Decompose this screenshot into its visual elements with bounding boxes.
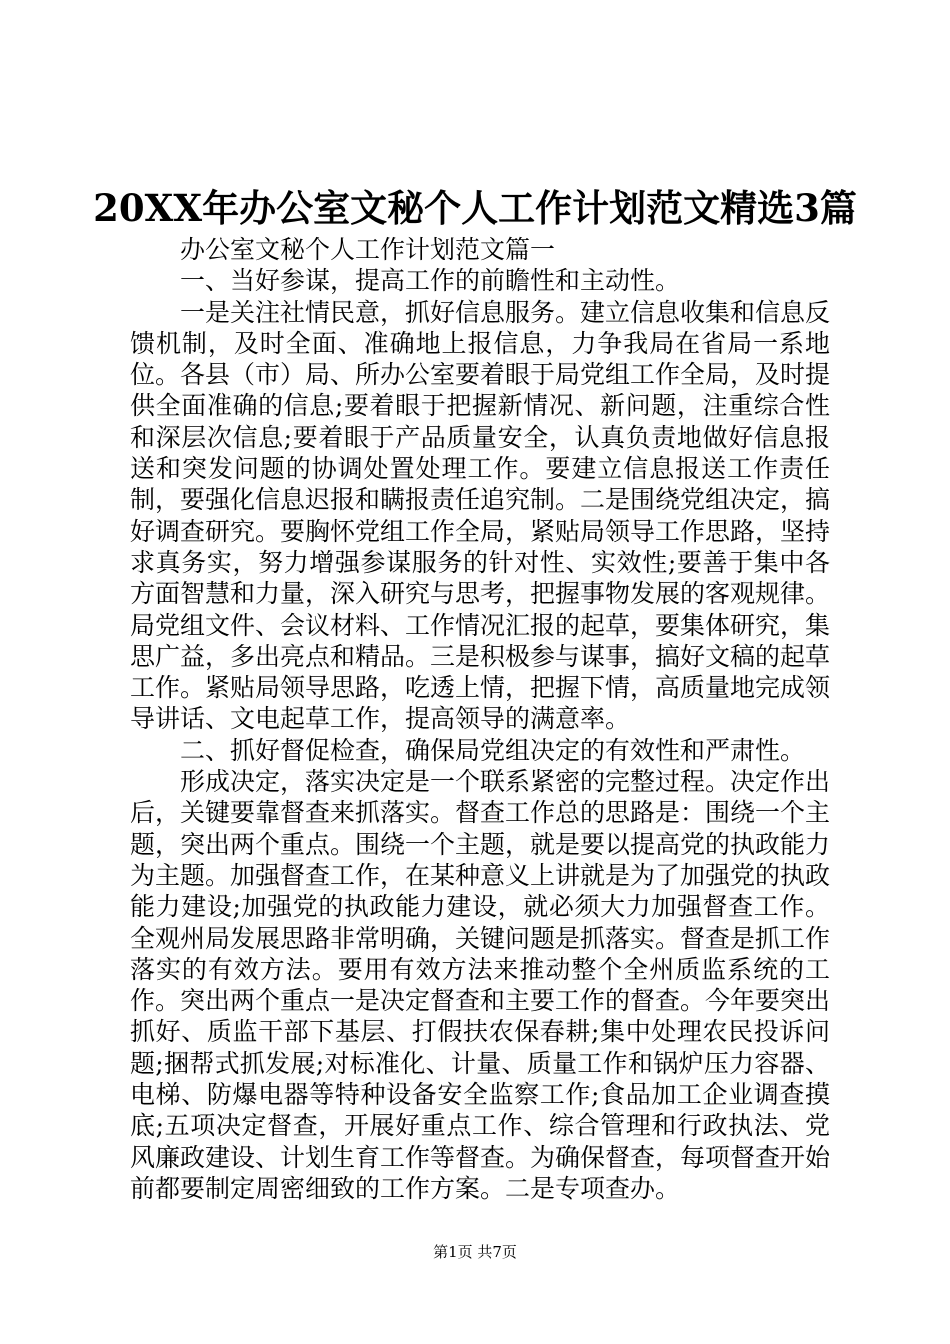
document-title: 20XX年办公室文秘个人工作计划范文精选3篇 [93,186,857,230]
section-heading-article-one: 办公室文秘个人工作计划范文篇一 [180,235,556,264]
section-heading-one: 一、当好参谋，提高工作的前瞻性和主动性。 [180,266,681,296]
body-paragraph: 形成决定，落实决定是一个联系紧密的完整过程。决定作出后，关键要靠督查来抓落实。督查工作总的思路是：围绕一个主题，突出两个重点。围绕一个主题，就是要以提高党的执政能力为主题。加强督查工作，在某种意义上讲就是为了加强党的执政能力建设;加强党的执政能力建设，就必须大力加强督查工作。全观州局发展思路非常明确，关键问题是抓落实。督查是抓工作落实的有效方法。要用有效方法来推动整个全州质监系统的工作。突出两个重点一是决定督查和主要工作的督查。今年要突出抓好、质监干部下基层、打假扶农保春耕;集中处理农民投诉问题;捆帮式抓发展;对标准化、计量、质量工作和锅炉压力容器、电梯、防爆电器等特种设备安全监察工作;食品加工企业调查摸底;五项决定督查，开展好重点工作、综合管理和行政执法、党风廉政建设、计划生育工作等督查。为确保督查，每项督查开始前都要制定周密细致的工作方案。二是专项查办。 [130,767,831,1203]
section-heading-two: 二、抓好督促检查，确保局党组决定的有效性和严肃性。 [180,735,806,765]
body-paragraph: 一是关注社情民意，抓好信息服务。建立信息收集和信息反馈机制，及时全面、准确地上报信息，力争我局在省局一系地位。各县（市）局、所办公室要着眼于局党组工作全局，及时提供全面准确的信息;要着眼于把握新情况、新问题，注重综合性和深层次信息;要着眼于产品质量安全，认真负责地做好信息报送和突发问题的协调处置处理工作。要建立信息报送工作责任制，要强化信息迟报和瞒报责任追究制。二是围绕党组决定，搞好调查研究。要胸怀党组工作全局，紧贴局领导工作思路，坚持求真务实，努力增强参谋服务的针对性、实效性;要善于集中各方面智慧和力量，深入研究与思考，把握事物发展的客观规律。局党组文件、会议材料、工作情况汇报的起草，要集体研究，集思广益，多出亮点和精品。三是积极参与谋事，搞好文稿的起草工作。紧贴局领导思路，吃透上情，把握下情，高质量地完成领导讲话、文电起草工作，提高领导的满意率。 [130,297,831,734]
document-body [130,234,830,1204]
page-number-footer: 第1页 共7页 [433,1243,517,1261]
